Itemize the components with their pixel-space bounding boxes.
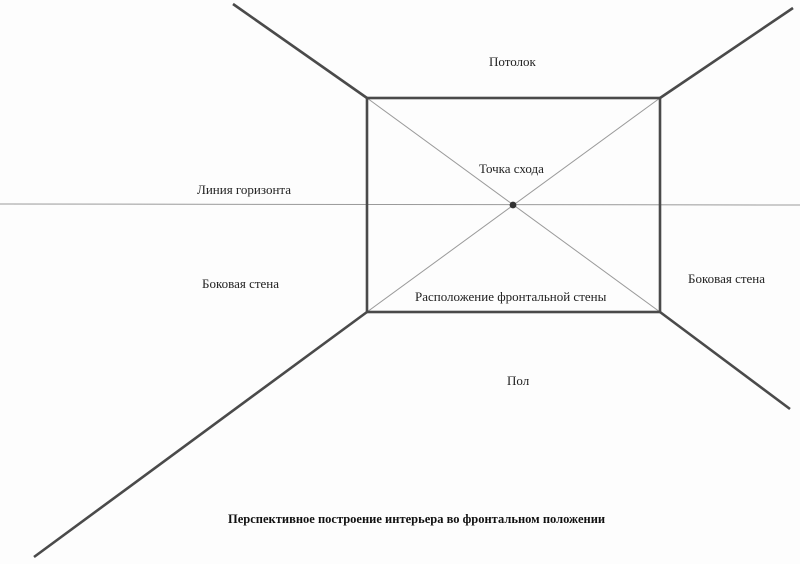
diagram-caption: Перспективное построение интерьера во фронтальном положении	[228, 512, 606, 526]
side-wall-left-label: Боковая стена	[202, 276, 280, 291]
vanishing-point	[510, 202, 517, 209]
edge-top-left	[233, 4, 367, 98]
floor-label: Пол	[507, 373, 530, 388]
edge-top-right	[660, 8, 793, 98]
vanishing-point-label: Точка схода	[479, 161, 544, 176]
edge-bottom-right	[660, 312, 790, 409]
horizon-line	[0, 204, 800, 205]
side-wall-right-label: Боковая стена	[688, 271, 766, 286]
front-wall-label: Расположение фронтальной стены	[415, 289, 607, 304]
ceiling-label: Потолок	[489, 54, 536, 69]
horizon-line-label: Линия горизонта	[197, 182, 292, 197]
